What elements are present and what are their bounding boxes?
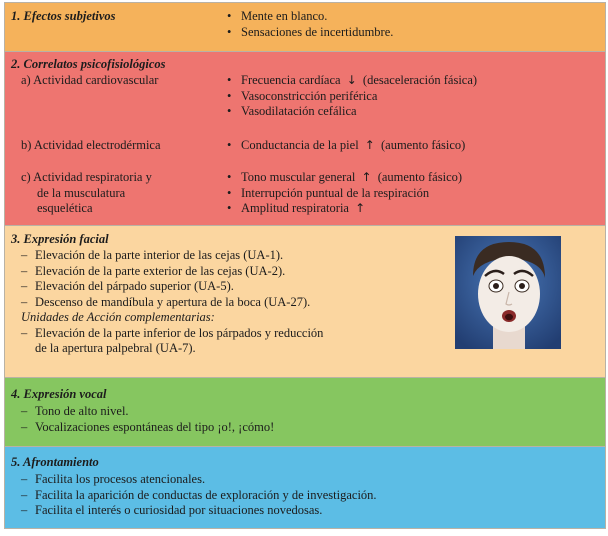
section-correlatos [5, 52, 605, 226]
section-title: 5. Afrontamiento [11, 455, 99, 469]
list-item [21, 326, 323, 357]
section-expresion-vocal [5, 378, 605, 447]
item-text: Conductancia de la piel [241, 138, 359, 152]
section-expresion-facial [5, 226, 605, 378]
section-title: 4. Expresión vocal [11, 387, 107, 401]
section-title: 1. Efectos subjetivos [11, 9, 116, 23]
bullet-list [227, 73, 477, 120]
arrow-up-icon: ↑ [355, 201, 366, 215]
list-item: – Vocalizaciones espontáneas del tipo ¡o!, ¡cómo! [21, 420, 274, 436]
list-item [227, 170, 462, 186]
item-note: (desaceleración fásica) [362, 73, 478, 87]
label-line: esquelética [37, 201, 93, 215]
item-text: Frecuencia cardíaca [241, 73, 341, 87]
sub-label-b: b) Actividad electrodérmica [21, 138, 161, 152]
dash-list [21, 404, 274, 435]
list-item: – Facilita la aparición de conductas de exploración y de investigación. [21, 488, 377, 504]
arrow-up-icon: ↑ [361, 170, 372, 184]
section-title: 2. Correlatos psicofisiológicos [11, 57, 166, 71]
list-item: – Facilita el interés o curiosidad por situaciones novedosas. [21, 503, 377, 519]
section-afrontamiento [5, 447, 605, 528]
list-item: – Elevación de la parte exterior de las cejas (UA-2). [21, 264, 323, 280]
item-text: Amplitud respiratoria [241, 201, 349, 215]
section-efectos-subjetivos [5, 3, 605, 52]
list-item: • Vasodilatación cefálica [227, 104, 477, 120]
dash-list [21, 248, 323, 357]
list-item: – Descenso de mandíbula y apertura de la boca (UA-27). [21, 295, 323, 311]
item-note: (aumento fásico) [380, 138, 466, 152]
list-item: – Facilita los procesos atencionales. [21, 472, 377, 488]
list-item [227, 73, 477, 89]
bullet-list [227, 138, 465, 154]
list-item [227, 138, 465, 154]
list-item: • Sensaciones de incertidumbre. [227, 25, 393, 41]
sub-label-c [21, 170, 152, 217]
surprised-face-photo [455, 236, 561, 349]
sub-label-a: a) Actividad cardiovascular [21, 73, 159, 87]
label-line: de la musculatura [37, 185, 126, 200]
subsection-title: Unidades de Acción complementarias: [21, 310, 215, 324]
face-illustration [455, 236, 561, 349]
list-item: • Mente en blanco. [227, 9, 393, 25]
list-item: – Elevación del párpado superior (UA-5). [21, 279, 323, 295]
item-line: – Elevación de la parte inferior de los párpados y reducción [35, 325, 324, 340]
arrow-down-icon: ↓ [346, 73, 357, 87]
arrow-up-icon: ↑ [364, 138, 375, 152]
dash-list [21, 472, 377, 519]
item-line: de la apertura palpebral (UA-7). [35, 341, 196, 355]
list-item [227, 201, 462, 217]
item-text: Tono muscular general [241, 170, 356, 184]
surprise-table [4, 2, 606, 529]
label-line: c) Actividad respiratoria y [21, 170, 152, 184]
section-title: 3. Expresión facial [11, 232, 109, 246]
bullet-list [227, 170, 462, 217]
list-item: – Elevación de la parte interior de las cejas (UA-1). [21, 248, 323, 264]
bullet-list [227, 9, 393, 40]
list-item: – Tono de alto nivel. [21, 404, 274, 420]
list-item: • Interrupción puntual de la respiración [227, 186, 462, 202]
list-item: • Vasoconstricción periférica [227, 89, 477, 105]
item-note: (aumento fásico) [377, 170, 463, 184]
